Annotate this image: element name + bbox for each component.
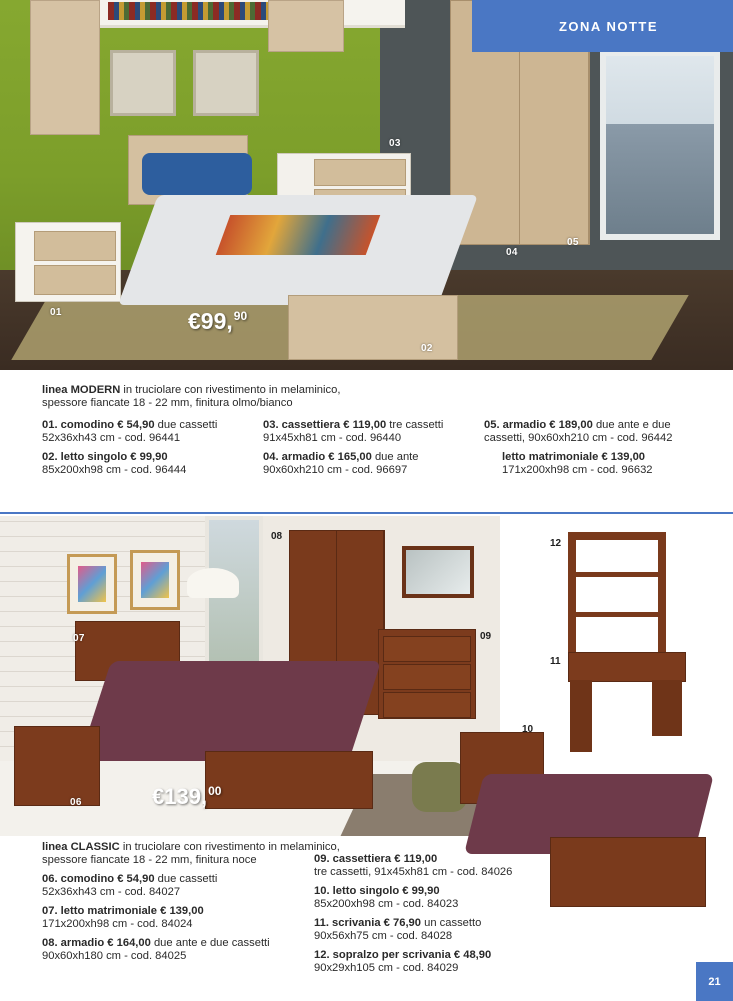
item-desc: tre cassetti xyxy=(386,419,444,431)
photo-label-09: 09 xyxy=(480,631,492,642)
list-item xyxy=(484,419,714,445)
price-badge-classic xyxy=(152,784,221,810)
modern-col-1 xyxy=(42,419,282,483)
item-title: 07. letto matrimoniale € 139,00 xyxy=(42,905,204,917)
photo-label-02: 02 xyxy=(421,343,433,354)
item-title: 01. comodino € 54,90 xyxy=(42,419,155,431)
desk-with-hutch xyxy=(568,532,686,752)
modern-bedroom-photo xyxy=(0,0,733,370)
list-item xyxy=(263,451,503,477)
item-title: 03. cassettiera € 119,00 xyxy=(263,419,387,431)
photo-label-01: 01 xyxy=(50,307,62,318)
photo-label-11: 11 xyxy=(550,656,561,667)
window xyxy=(600,50,720,240)
item-detail: tre cassetti, 91x45xh81 cm - cod. 84026 xyxy=(314,866,513,878)
price-main: €99, xyxy=(188,308,233,334)
item-title: 02. letto singolo € 99,90 xyxy=(42,451,168,463)
wall-cabinet-right xyxy=(268,0,344,52)
item-detail: 90x29xh105 cm - cod. 84029 xyxy=(314,962,459,974)
item-desc: due cassetti xyxy=(154,873,218,885)
wall-art-left xyxy=(110,50,176,116)
item-detail: 85x200xh98 cm - cod. 84023 xyxy=(314,898,459,910)
price-main: €139, xyxy=(152,784,208,809)
item-title: 11. scrivania € 76,90 xyxy=(314,917,421,929)
intro-line1: in truciolare con rivestimento in melaminico, xyxy=(119,841,340,853)
item-detail: 85x200xh98 cm - cod. 96444 xyxy=(42,464,187,476)
photo-label-03: 03 xyxy=(389,138,401,149)
item-title: 10. letto singolo € 99,90 xyxy=(314,885,440,897)
modern-intro xyxy=(42,384,340,410)
wall-art-right xyxy=(193,50,259,116)
item-detail: 52x36xh43 cm - cod. 84027 xyxy=(42,886,181,898)
line-name: linea MODERN xyxy=(42,384,121,396)
chest-classic xyxy=(378,629,476,719)
item-desc: un cassetto xyxy=(421,917,482,929)
item-detail: 171x200xh98 cm - cod. 96632 xyxy=(502,464,653,476)
list-item xyxy=(42,419,282,445)
line-name: linea CLASSIC xyxy=(42,841,120,853)
intro-line1: in truciolare con rivestimento in melaminico, xyxy=(120,384,341,396)
item-desc: due cassetti xyxy=(154,419,218,431)
page-number-text: 21 xyxy=(708,975,721,988)
list-item xyxy=(263,419,503,445)
section-banner xyxy=(472,0,733,52)
classic-col-2 xyxy=(314,853,534,981)
wall-art-left xyxy=(67,554,117,614)
item-detail: 171x200xh98 cm - cod. 84024 xyxy=(42,918,193,930)
photo-label-06: 06 xyxy=(70,797,82,808)
books xyxy=(108,2,268,20)
item-detail: 91x45xh81 cm - cod. 96440 xyxy=(263,432,402,444)
modern-col-2 xyxy=(263,419,503,483)
item-title: 08. armadio € 164,00 xyxy=(42,937,151,949)
item-title: 12. sopralzo per scrivania € 48,90 xyxy=(314,949,492,961)
section-divider xyxy=(0,512,733,514)
item-title: 06. comodino € 54,90 xyxy=(42,873,155,885)
photo-label-07: 07 xyxy=(73,633,85,644)
double-bed-classic xyxy=(75,621,375,826)
item-detail: 90x60xh180 cm - cod. 84025 xyxy=(42,950,187,962)
price-cents: 90 xyxy=(233,309,248,323)
item-desc: due ante e due xyxy=(592,419,671,431)
list-item xyxy=(42,937,282,963)
intro-line2: spessore fiancate 18 - 22 mm, finitura noce xyxy=(42,854,257,866)
photo-label-12: 12 xyxy=(550,538,562,549)
classic-col-1 xyxy=(42,873,282,969)
wall-cabinet-left xyxy=(30,0,100,135)
list-item xyxy=(42,451,282,477)
item-detail: 90x56xh75 cm - cod. 84028 xyxy=(314,930,453,942)
intro-line2: spessore fiancate 18 - 22 mm, finitura olmo/bianco xyxy=(42,397,293,409)
price-cents: 00 xyxy=(208,784,222,798)
photo-label-08: 08 xyxy=(271,531,283,542)
modern-col-3 xyxy=(484,419,714,483)
lamp xyxy=(187,568,239,598)
list-item xyxy=(484,451,714,477)
nightstand-modern xyxy=(15,222,121,302)
item-title: letto matrimoniale € 139,00 xyxy=(502,451,646,463)
list-item xyxy=(42,873,282,899)
page-number xyxy=(696,962,733,1001)
classic-bedroom-photo xyxy=(0,516,500,836)
photo-label-10: 10 xyxy=(522,724,534,735)
item-detail: cassetti, 90x60xh210 cm - cod. 96442 xyxy=(484,432,673,444)
item-detail: 90x60xh210 cm - cod. 96697 xyxy=(263,464,408,476)
item-desc: due ante e due cassetti xyxy=(150,937,270,949)
item-title: 04. armadio € 165,00 xyxy=(263,451,372,463)
nightstand-classic xyxy=(14,726,100,806)
list-item xyxy=(314,885,534,911)
item-title: 05. armadio € 189,00 xyxy=(484,419,593,431)
item-title: 09. cassettiera € 119,00 xyxy=(314,853,438,865)
item-desc: due ante xyxy=(371,451,419,463)
classic-intro xyxy=(42,841,340,867)
wall-art-right xyxy=(130,550,180,610)
cushion xyxy=(412,762,467,812)
list-item xyxy=(42,905,282,931)
list-item xyxy=(314,949,534,975)
item-detail: 52x36xh43 cm - cod. 96441 xyxy=(42,432,181,444)
price-badge-modern xyxy=(188,308,247,335)
photo-label-04: 04 xyxy=(506,247,518,258)
list-item xyxy=(314,917,534,943)
section-title: ZONA NOTTE xyxy=(558,18,658,34)
photo-label-05: 05 xyxy=(567,237,579,248)
bed-modern xyxy=(128,135,458,360)
mirror xyxy=(402,546,474,598)
list-item xyxy=(314,853,534,879)
